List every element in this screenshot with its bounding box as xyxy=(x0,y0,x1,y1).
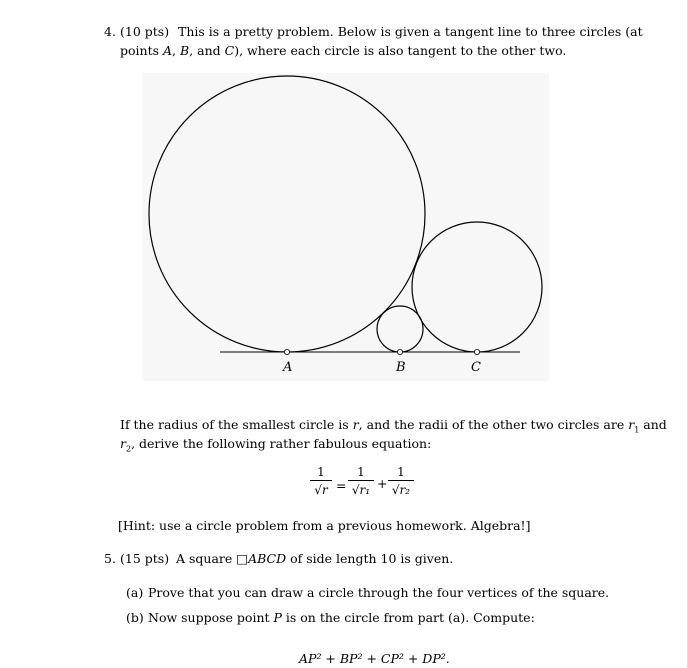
fraction-1-over-sqrt-r: 1 √r xyxy=(310,466,332,496)
label-C: C xyxy=(471,360,481,375)
label-A: A xyxy=(283,360,293,375)
point-B-marker xyxy=(397,349,402,354)
fraction-1-over-sqrt-r1: 1 √r₁ xyxy=(348,466,374,496)
small-circle xyxy=(377,306,423,352)
label-B: B xyxy=(396,360,406,375)
part-a-label: (a) xyxy=(126,585,144,600)
part-a-text: Prove that you can draw a circle through the four vertices of the square. xyxy=(148,585,610,600)
point-C-marker xyxy=(474,349,479,354)
hint-text: [Hint: use a circle problem from a previous homework. Algebra!] xyxy=(118,518,531,533)
problem-4-text-2: $r_2$, derive the following rather fabulous equation: xyxy=(120,436,432,454)
part-b-label: (b) xyxy=(126,610,144,625)
problem-5-intro: A square □ABCD of side length 10 is given. xyxy=(176,551,454,566)
sum-of-squares-formula: AP² + BP² + CP² + DP². xyxy=(299,651,450,666)
problem-4-line-1: This is a pretty problem. Below is given a tangent line to three circles (at xyxy=(178,24,643,39)
part-b-text: Now suppose point P is on the circle from part (a). Compute: xyxy=(148,610,535,625)
problem-5-points: (15 pts) xyxy=(120,551,170,566)
problem-4-points: (10 pts) xyxy=(120,24,170,39)
equals-sign: = xyxy=(336,478,347,493)
fraction-1-over-sqrt-r2: 1 √r₂ xyxy=(388,466,414,496)
medium-circle xyxy=(412,222,542,352)
point-A-marker xyxy=(284,349,289,354)
problem-4-text-1: If the radius of the smallest circle is r, and the radii of the other two circles are $r_1$ and xyxy=(120,417,667,435)
problem-4-number: 4. xyxy=(104,24,116,39)
problem-5-number: 5. xyxy=(104,551,116,566)
plus-sign: + xyxy=(377,476,388,491)
problem-4-line-2: points A, B, and C), where each circle is also tangent to the other two. xyxy=(120,43,567,58)
large-circle xyxy=(149,76,425,352)
